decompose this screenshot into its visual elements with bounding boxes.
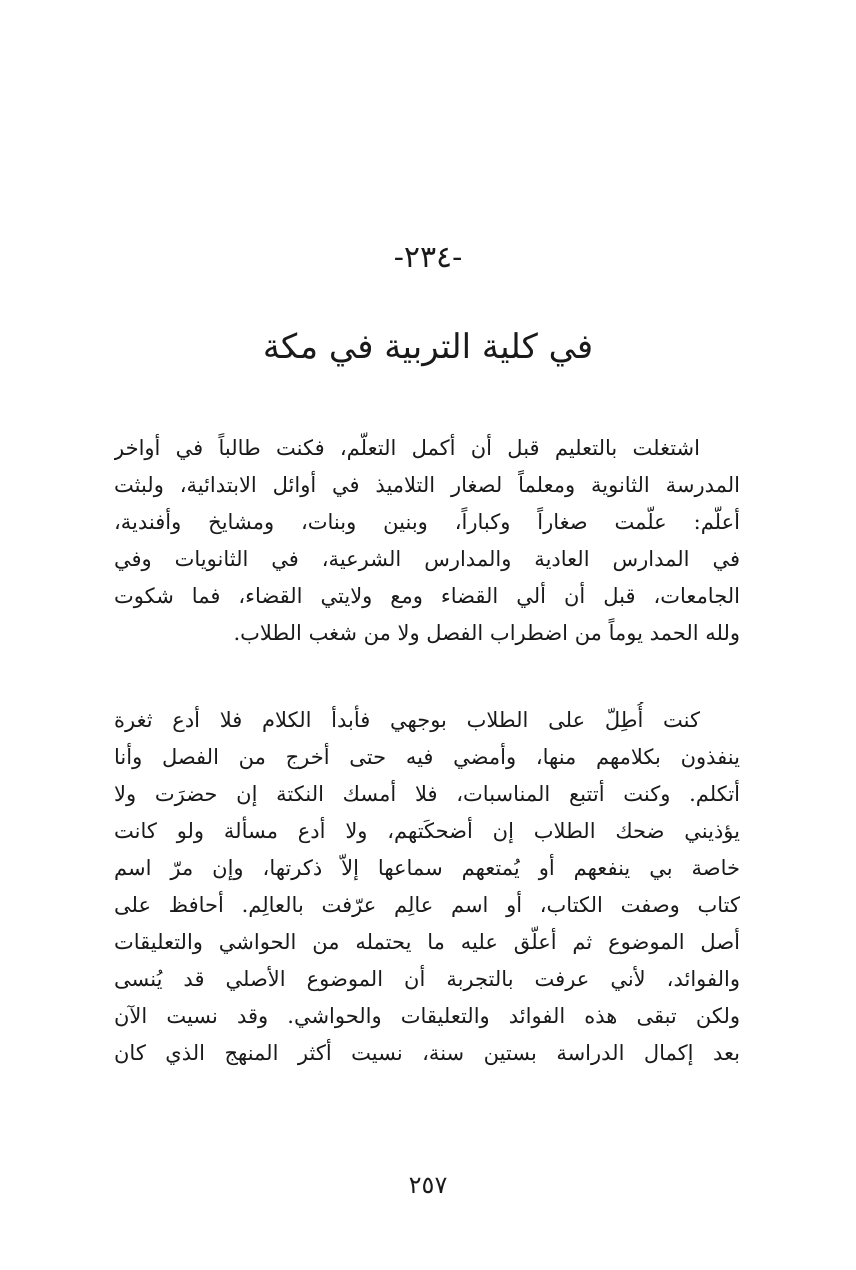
paragraph-1 — [114, 430, 740, 652]
paragraph-line: في المدارس العادية والمدارس الشرعية، في الثانويات وفي — [114, 547, 740, 571]
page-number: ٢٥٧ — [408, 1171, 448, 1199]
paragraph-line: اشتغلت بالتعليم قبل أن أكمل التعلّم، فكنت طالباً في أواخر — [114, 436, 700, 460]
paragraph-line: كتاب وصفت الكتاب، أو اسم عالِم عرّفت بالعالِم. أحافظ على — [114, 893, 740, 917]
chapter-title: في كلية التربية في مكة — [262, 327, 594, 367]
paragraph-line: والفوائد، لأني عرفت بالتجربة أن الموضوع الأصلي قد يُنسى — [114, 967, 740, 991]
section-number: -٢٣٤- — [393, 240, 463, 275]
paragraph-line: أعلّم: علّمت صغاراً وكباراً، وبنين وبنات، ومشايخ وأفندية، — [114, 510, 740, 534]
paragraph-line: أتكلم. وكنت أتتبع المناسبات، فلا أمسك النكتة إن حضرَت ولا — [114, 782, 740, 806]
paragraph-line: يؤذيني ضحك الطلاب إن أضحكَتهم، ولا أدع مسألة ولو كانت — [114, 819, 740, 843]
paragraph-line: أصل الموضوع ثم أعلّق عليه ما يحتمله من الحواشي والتعليقات — [114, 930, 740, 954]
paragraph-line: ولكن تبقى هذه الفوائد والتعليقات والحواشي. وقد نسيت الآن — [114, 1004, 740, 1028]
paragraph-2 — [114, 702, 740, 1072]
paragraph-line: الجامعات، قبل أن ألي القضاء ومع ولايتي القضاء، فما شكوت — [114, 584, 740, 608]
paragraph-line: كنت أُطِلّ على الطلاب بوجهي فأبدأ الكلام فلا أدع ثغرة — [114, 708, 700, 732]
paragraph-line: المدرسة الثانوية ومعلماً لصغار التلاميذ في أوائل الابتدائية، ولبثت — [114, 473, 740, 497]
paragraph-line: ينفذون بكلامهم منها، وأمضي فيه حتى أخرج من الفصل وأنا — [114, 745, 740, 769]
paragraph-line: ولله الحمد يوماً من اضطراب الفصل ولا من شغب الطلاب. — [233, 621, 740, 645]
paragraph-line: بعد إكمال الدراسة بستين سنة، نسيت أكثر المنهج الذي كان — [114, 1041, 740, 1065]
paragraph-line: خاصة بي ينفعهم أو يُمتعهم سماعها إلاّ ذكرتها، وإن مرّ اسم — [114, 856, 740, 880]
